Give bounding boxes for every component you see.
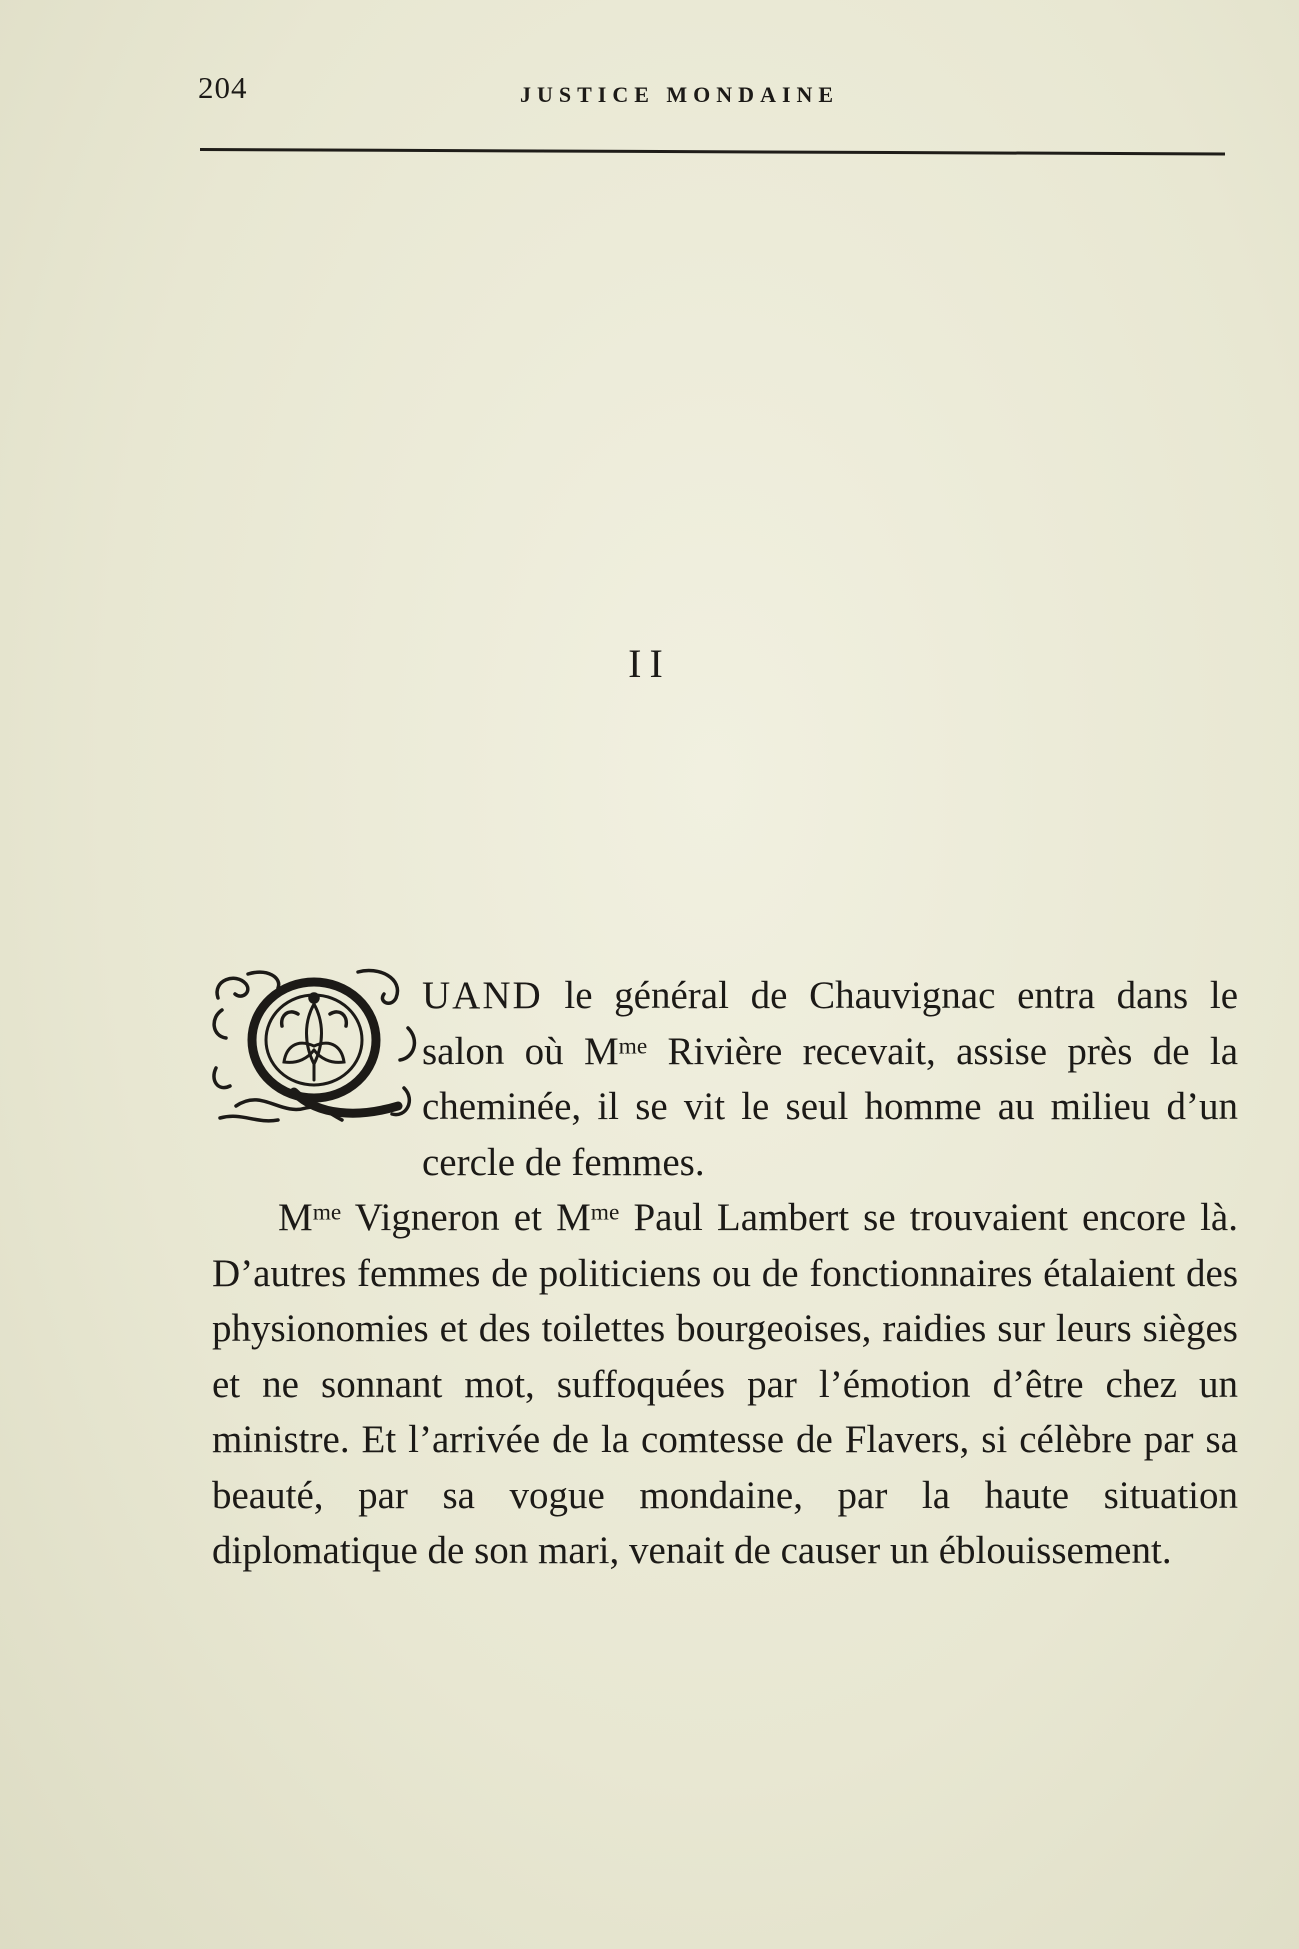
- chapter-number: II: [628, 641, 671, 686]
- text-segment: le général de Chauvignac entra dans le salon où M: [422, 974, 1238, 1073]
- paragraph-1: [212, 968, 1238, 1190]
- ornamental-initial-q-icon: [208, 968, 420, 1136]
- page-number: 204: [198, 70, 248, 105]
- header-rule: [200, 148, 1225, 155]
- superscript: me: [312, 1199, 342, 1226]
- lead-word: UAND: [422, 974, 543, 1017]
- running-title: JUSTICE MONDAINE: [520, 82, 840, 107]
- body-text: [212, 968, 1238, 1579]
- text-segment: Paul Lambert se trouvaient encore là. D’autres femmes de politiciens ou de fonctionnaires étalaient des physionomies et des toilettes bourgeoises, raidies sur leurs sièges et ne sonnant mot, suffoquées par l’émotion d’être chez un ministre. Et l’arrivée de la comtesse de Flavers, si célèbre par sa beauté, par sa vogue mondaine, par la haute situation diplomatique de son mari, venait de causer un éblouissement.: [212, 1196, 1238, 1572]
- paragraph-2: [212, 1190, 1238, 1579]
- text-segment: Vigneron et M: [341, 1196, 591, 1239]
- text-segment: M: [278, 1196, 313, 1239]
- text-segment: Rivière recevait, assise près de la cheminée, il se vit le seul homme au milieu d’un cercle de femmes.: [422, 1029, 1238, 1184]
- superscript: me: [618, 1032, 648, 1059]
- page-header: [198, 70, 1223, 114]
- superscript: me: [590, 1199, 620, 1226]
